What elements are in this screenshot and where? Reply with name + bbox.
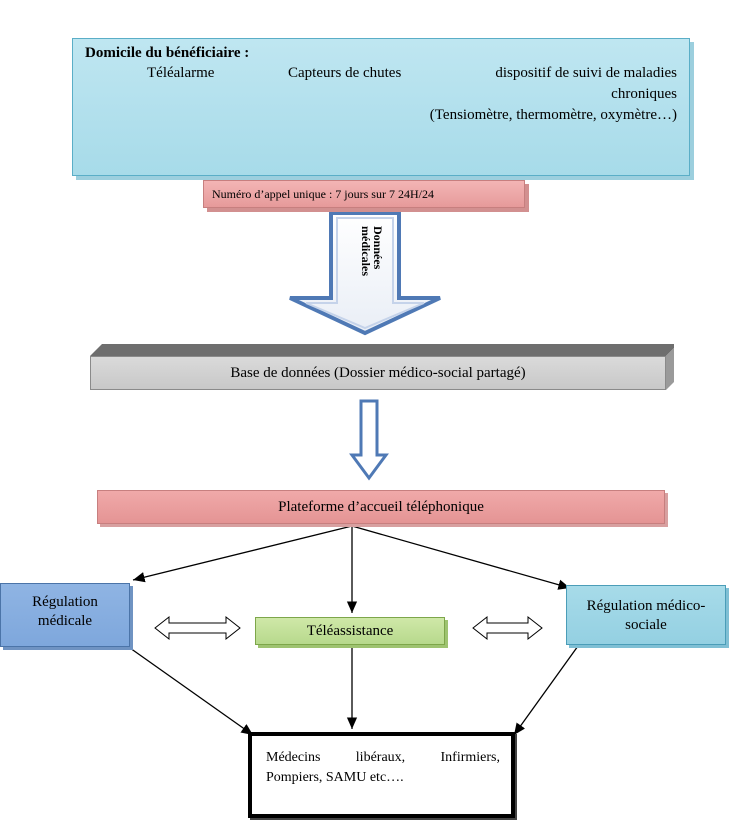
double-arrow-left	[155, 617, 240, 639]
arrow-label-line2: médicales	[359, 226, 373, 276]
regulation-medicale-box	[0, 583, 130, 647]
edge-platform-to-regulation-sociale	[352, 526, 570, 588]
edge-platform-to-regulation-medicale	[133, 526, 352, 580]
edge-regulation-sociale-to-actors	[514, 646, 578, 735]
home-item-suivi-line2: chroniques	[611, 86, 677, 102]
actors-line2: Pompiers, SAMU etc….	[266, 770, 404, 785]
regulation-sociale-line1: Régulation médico-	[586, 598, 706, 614]
actors-text	[266, 748, 500, 788]
double-arrow-right	[473, 617, 542, 639]
platform-box: Plateforme d’accueil téléphonique	[97, 490, 665, 524]
regulation-medicale-line1: Régulation	[32, 594, 98, 610]
actors-line1: Médecins libéraux, Infirmiers,	[266, 750, 500, 765]
database-label: Base de données (Dossier médico-social partagé)	[90, 356, 666, 390]
regulation-sociale-box	[566, 585, 726, 645]
arrow-label-line1: Données	[371, 226, 385, 270]
regulation-medicale-line2: médicale	[37, 613, 93, 629]
edge-regulation-medicale-to-actors	[130, 648, 253, 735]
home-title: Domicile du bénéficiaire :	[85, 45, 250, 61]
arrow-label	[360, 226, 384, 276]
home-item-suivi-line3: (Tensiomètre, thermomètre, oxymètre…)	[429, 107, 677, 123]
regulation-sociale-line2: sociale	[625, 617, 667, 633]
home-item-capteurs: Capteurs de chutes	[288, 65, 402, 81]
call-number-box: Numéro d’appel unique : 7 jours sur 7 24H/24	[203, 180, 525, 208]
database-box	[90, 344, 674, 390]
home-item-telealarme: Téléalarme	[147, 65, 215, 81]
home-item-suivi-line1: dispositif de suivi de maladies	[495, 65, 677, 81]
teleassistance-box: Téléassistance	[255, 617, 445, 645]
data-flow-arrow-small	[352, 401, 386, 478]
actors-box	[248, 732, 515, 818]
home-box	[72, 38, 690, 176]
